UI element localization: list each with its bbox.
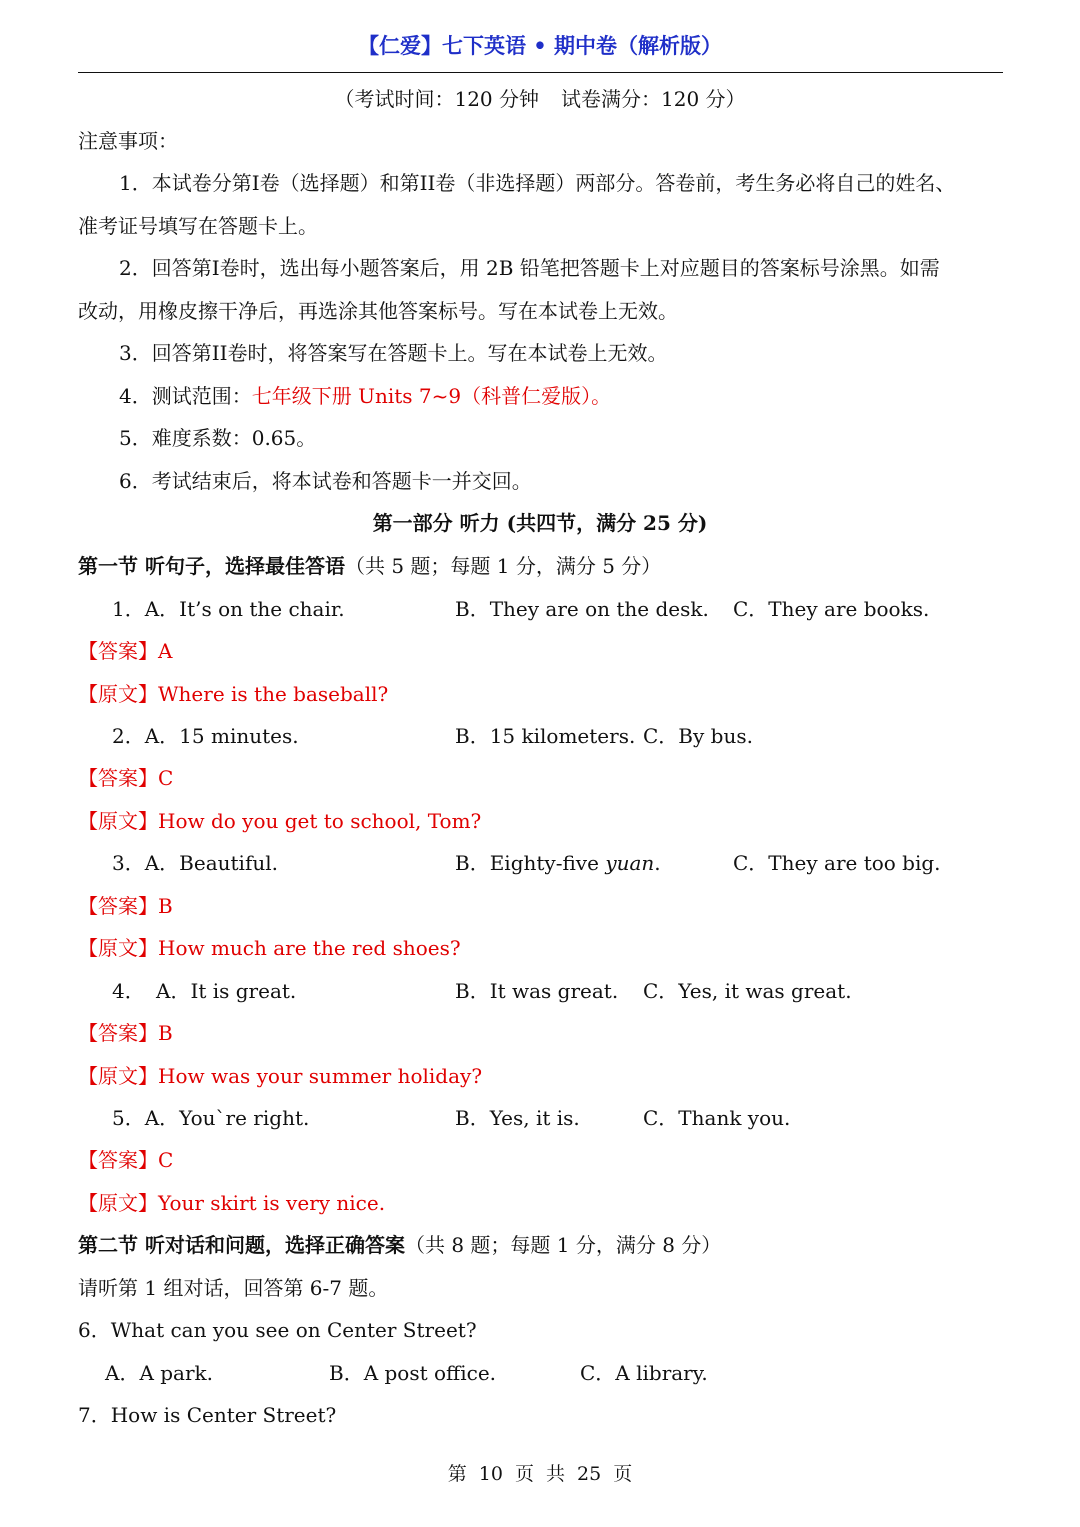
- q5-answer: 【答案】C: [78, 1148, 174, 1172]
- q1-answer: 【答案】A: [78, 639, 173, 663]
- q4-option-a: A．It is great.: [156, 979, 297, 1003]
- page-number: 第 10 页 共 25 页: [447, 1463, 633, 1485]
- note-4: [119, 383, 611, 409]
- note-6: 6．考试结束后，将本试卷和答题卡一并交回。: [119, 469, 532, 493]
- note-5: 5．难度系数：0.65。: [119, 426, 317, 450]
- note-2-line-1: 2．回答第I卷时，选出每小题答案后，用 2B 铅笔把答题卡上对应题目的答案标号涂黑。如需: [119, 256, 940, 280]
- section-2-intro: 请听第 1 组对话，回答第 6-7 题。: [78, 1276, 389, 1300]
- note-1-line-1: 1．本试卷分第I卷（选择题）和第II卷（非选择题）两部分。答卷前，考生务必将自己的姓名、: [119, 171, 956, 195]
- q2-option-c: C．By bus.: [643, 724, 753, 748]
- note-3: 3．回答第II卷时，将答案写在答题卡上。写在本试卷上无效。: [119, 341, 668, 365]
- q4-option-c: C．Yes, it was great.: [643, 979, 852, 1003]
- exam-info: [0, 86, 1080, 112]
- q3-option-b-text: B．Eighty-five: [455, 851, 606, 875]
- q3-source: 【原文】How much are the red shoes?: [78, 936, 461, 960]
- q3-option-b: [455, 850, 661, 876]
- q2-option-a: 2．A．15 minutes.: [112, 724, 299, 748]
- section-1-heading: 第一节 听句子，选择最佳答语: [78, 554, 345, 578]
- q1-option-b: B．They are on the desk.: [455, 597, 709, 621]
- q3-option-b-end: .: [654, 851, 661, 875]
- q3-option-c: C．They are too big.: [733, 851, 941, 875]
- q6-option-a: A．A park.: [105, 1361, 214, 1385]
- q1-option-a: 1．A．It’s on the chair.: [112, 597, 345, 621]
- q2-option-b: B．15 kilometers.: [455, 724, 636, 748]
- q6-stem: 6．What can you see on Center Street?: [78, 1318, 477, 1342]
- q5-option-b: B．Yes, it is.: [455, 1106, 580, 1130]
- q5-option-a: 5．A．You`re right.: [112, 1106, 310, 1130]
- note-1-line-2: 准考证号填写在答题卡上。: [78, 214, 318, 238]
- q3-option-b-italic: yuan: [605, 851, 655, 875]
- section-1-scoring: （共 5 题；每题 1 分，满分 5 分）: [344, 554, 662, 578]
- q6-option-b: B．A post office.: [329, 1361, 497, 1385]
- note-2-line-2: 改动，用橡皮擦干净后，再选涂其他答案标号。写在本试卷上无效。: [78, 299, 678, 323]
- q3-option-a: 3．A．Beautiful.: [112, 851, 278, 875]
- q3-answer: 【答案】B: [78, 894, 173, 918]
- exam-full-score: 试卷满分：120 分）: [561, 87, 746, 111]
- notes-heading: 注意事项：: [78, 129, 178, 153]
- q4-number: 4．: [112, 979, 145, 1003]
- q1-option-c: C．They are books.: [733, 597, 930, 621]
- q6-option-c: C．A library.: [580, 1361, 708, 1385]
- document-title: 【仁爱】七下英语 • 期中卷（解析版）: [357, 33, 723, 58]
- q1-source: 【原文】Where is the baseball?: [78, 682, 389, 706]
- test-scope: 七年级下册 Units 7~9（科普仁爱版）。: [251, 384, 612, 408]
- q2-source: 【原文】How do you get to school, Tom?: [78, 809, 482, 833]
- exam-time: （考试时间：120 分钟: [334, 87, 539, 111]
- q4-option-b: B．It was great.: [455, 979, 619, 1003]
- note-4-prefix: 4．测试范围：: [119, 384, 252, 408]
- section-2-title: [78, 1232, 721, 1258]
- q7-stem: 7．How is Center Street?: [78, 1403, 337, 1427]
- q2-answer: 【答案】C: [78, 766, 174, 790]
- section-2-heading: 第二节 听对话和问题，选择正确答案: [78, 1233, 405, 1257]
- q5-source: 【原文】Your skirt is very nice.: [78, 1191, 386, 1215]
- header-rule: [78, 72, 1003, 73]
- q4-source: 【原文】How was your summer holiday?: [78, 1064, 483, 1088]
- section-1-title: [78, 553, 661, 579]
- q4-answer: 【答案】B: [78, 1021, 173, 1045]
- q5-option-c: C．Thank you.: [643, 1106, 791, 1130]
- part-1-title: 第一部分 听力 (共四节，满分 25 分): [372, 511, 708, 535]
- section-2-scoring: （共 8 题；每题 1 分，满分 8 分）: [404, 1233, 722, 1257]
